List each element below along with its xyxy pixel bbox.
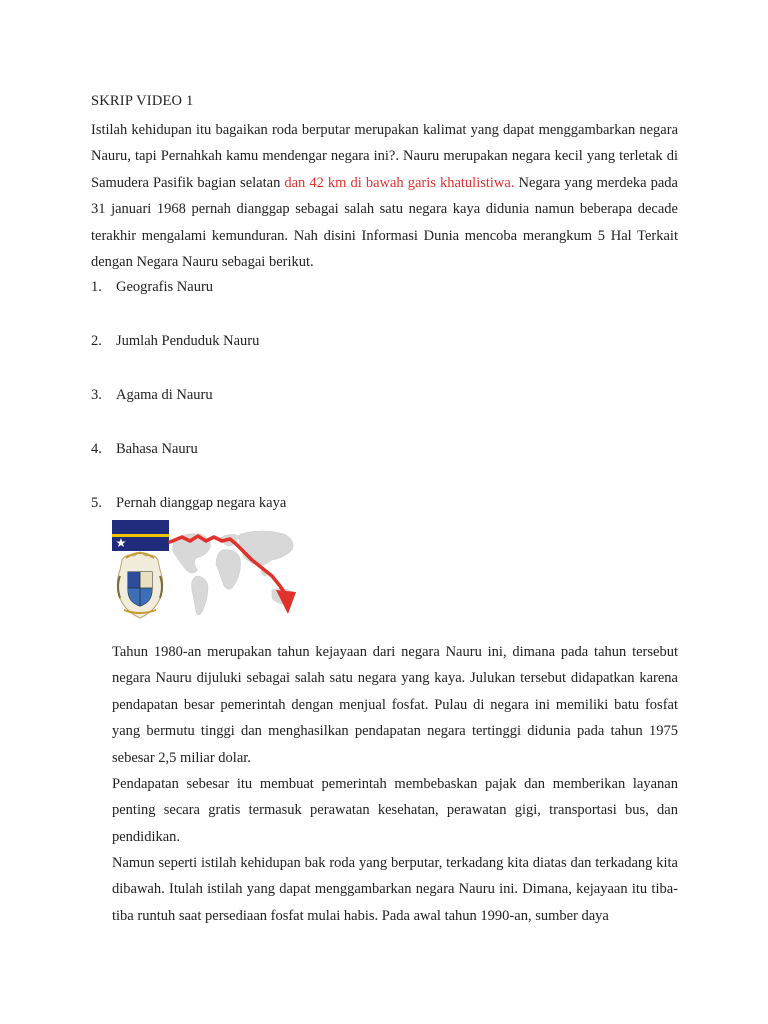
intro-text-before: Istilah kehidupan itu bagaikan roda berputar merupakan kalimat yang dapat menggambarkan negara Nauru, tapi Pernahkah kamu mendengar negara ini?. Nauru merupakan negara kecil yang terletak di Samudera Pasifik bagian selatan [91, 122, 678, 191]
list-item [91, 333, 259, 350]
list-item-number: 2. [91, 333, 102, 349]
intro-text-after: Negara yang merdeka pada 31 januari 1968 pernah dianggap sebagai salah satu negara kaya didunia namun beberapa decade terakhir mengalami kemunduran. Nah disini Informasi Dunia mencoba merangkum 5 Hal Terkait dengan Negara Nauru sebagai berikut. [91, 174, 678, 271]
list-item [91, 387, 213, 404]
body-paragraph: Namun seperti istilah kehidupan bak roda yang berputar, terkadang kita diatas dan terkadang kita dibawah. Itulah istilah yang dapat menggambarkan negara Nauru ini. Dimana, kejayaan itu tiba-tiba runtuh saat persediaan fosfat mulai habis. Pada awal tahun 1990-an, sumber daya [112, 855, 678, 924]
list-item-number: 3. [91, 387, 102, 403]
list-item [91, 441, 198, 458]
world-map-icon [172, 531, 293, 615]
list-item-text: Pernah dianggap negara kaya [116, 495, 287, 511]
nauru-wealth-figure [112, 520, 307, 630]
list-item-text: Geografis Nauru [116, 279, 214, 295]
list-item [91, 495, 286, 512]
list-item-text: Jumlah Penduduk Nauru [116, 333, 260, 349]
nauru-flag-icon [112, 520, 169, 551]
list-item [91, 279, 213, 296]
intro-paragraph [91, 117, 678, 275]
nauru-coat-of-arms-icon [117, 552, 162, 618]
list-item-text: Agama di Nauru [116, 387, 213, 403]
body-paragraph: Pendapatan sebesar itu membuat pemerintah membebaskan pajak dan memberikan layanan penting secara gratis termasuk perawatan kesehatan, perawatan gigi, transportasi bus, dan pendidikan. [112, 776, 678, 845]
intro-highlight: dan 42 km di bawah garis khatulistiwa. [284, 174, 515, 191]
list-item-number: 5. [91, 495, 102, 511]
list-item-text: Bahasa Nauru [116, 441, 198, 457]
document-title: SKRIP VIDEO 1 [91, 93, 194, 109]
list-item-number: 4. [91, 441, 102, 457]
body-paragraph: Tahun 1980-an merupakan tahun kejayaan dari negara Nauru ini, dimana pada tahun tersebut negara Nauru dijuluki sebagai salah satu negara yang kaya. Julukan tersebut didapatkan karena pendapatan besar pemerintah dengan menjual fosfat. Pulau di negara ini memiliki batu fosfat yang bermutu tinggi dan menghasilkan pendapatan negara tertinggi didunia pada tahun 1975 sebesar 2,5 miliar dolar. [112, 644, 678, 766]
list-item-number: 1. [91, 279, 102, 295]
